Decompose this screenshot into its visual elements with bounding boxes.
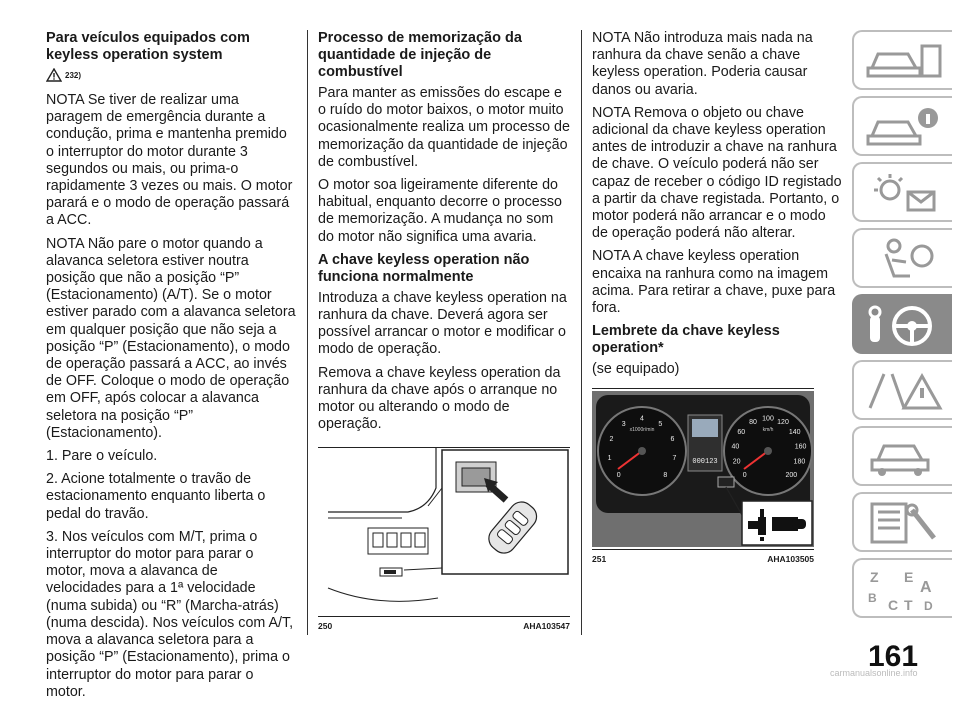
gauge-label: 20 [732,459,741,467]
column-1 [46,30,296,707]
tab-airbag-seat[interactable] [852,228,952,288]
svg-text:E: E [904,569,914,585]
gauge-label: 40 [731,443,740,451]
paragraph: NOTA Remova o objeto ou chave adicional da chave keyless operation antes de introduzir a chave na ranhura de chave. O veículo poderá não ser capaz de receber o código ID registado a partir da chave registada. Portanto, o motor poderá não arrancar e o modo de operação poderá não alterar. [592,104,842,242]
warning-lights-icon [864,170,944,216]
tab-car-i[interactable] [852,96,952,156]
gauge-label: 160 [794,443,807,451]
column-2 [318,30,570,631]
tab-car-info[interactable] [852,30,952,90]
gauge-label: 100 [762,415,774,423]
paragraph: NOTA A chave keyless operation encaixa na ranhura como na imagem acima. Para retirar a chave, puxe para fora. [592,248,836,317]
paragraph: Remova a chave keyless operation da ranhura da chave após o arranque no motor ou alterando o modo de operação. [318,364,561,433]
gauge-label: 4 [640,415,644,423]
tab-road-warning[interactable] [852,360,952,420]
svg-text:D: D [924,599,933,612]
tab-specs-list[interactable] [852,492,952,552]
figure-code: AHA103505 [767,554,814,565]
gauge-label: 120 [777,419,789,427]
section-heading-reminder: Lembrete da chave keyless operation* [592,323,780,357]
svg-text:T: T [904,597,913,612]
rpm-unit: x1000r/min [629,427,655,434]
tab-index[interactable] [852,558,952,618]
paragraph: NOTA Não introduza mais nada na ranhura da chave senão a chave keyless operation. Poderia causar danos ou avaria. [592,30,813,98]
gauge-label: 1 [607,455,612,463]
tab-warning-lights[interactable] [852,162,952,222]
tab-starting-driving[interactable] [852,294,952,354]
steering-key-icon [864,302,944,348]
svg-text:C: C [888,597,899,612]
gauge-label: 6 [670,436,675,444]
paragraph: O motor soa ligeiramente diferente do habitual, enquanto decorre o processo de memorização. A mudança no som do motor não significa uma avaria. [318,177,563,245]
gauge-label: 80 [749,419,757,427]
step-1: 1. Pare o veículo. [46,448,158,465]
figure-code: AHA103547 [523,621,570,632]
warning-triangle-icon [46,68,62,82]
section-heading-key-fault: A chave keyless operation não funciona normalmente [318,251,530,285]
gauge-label: 2 [609,436,614,444]
section-heading-injection: Processo de memorização da quantidade de injeção de combustível [318,30,522,80]
paragraph: NOTA Se tiver de realizar uma paragem de emergência durante a condução, prima e mantenha premido o interruptor do motor durante 3 segundos ou mais, ou prima-o rapidamente 3 vezes ou mais. O motor parará e o modo de operação passará a ACC. [46,92,293,229]
speed-unit: km/h [762,427,774,434]
watermark: carmanualsonline.info [830,668,918,678]
page-number: 161 [868,640,919,673]
index-letters-icon [864,566,944,612]
figure-number: 251 [592,554,607,565]
road-warning-icon [864,368,944,414]
gauge-label: 0 [742,472,747,480]
airbag-seat-icon [864,236,944,282]
warning-reference [46,68,296,82]
svg-text:B: B [868,591,877,605]
figure-251 [592,388,814,564]
gauge-label: 8 [663,472,668,480]
specs-list-icon [864,500,944,546]
step-3: 3. Nos veículos com M/T, prima o interruptor do motor para parar o motor, mova a alavanca de velocidades para a 1ª velocidade (numa subida) ou “R” (Marcha-atrás) (numa descida). Nos veículos com A/T, mova a alavanca seletora para a posição “P” (Estacionamento), prima o interruptor do motor para parar o motor. [46,528,294,700]
car-i-icon [864,104,944,150]
svg-text:A: A [920,579,932,596]
column-divider [581,30,582,635]
column-3 [592,30,842,564]
column-divider [307,30,308,635]
paragraph: Para manter as emissões do escape e o ruído do motor baixos, o motor muito ocasionalmente realiza um processo de memorização da quantidade de injeção de combustível. [318,85,570,170]
odometer: 000123 [692,458,718,467]
gauge-label: 180 [793,459,806,467]
tab-car-service[interactable] [852,426,952,486]
gauge-label: 5 [658,421,663,429]
car-info-icon [864,38,944,84]
figure-250 [318,447,570,631]
gauge-label: 200 [785,472,798,480]
figure-number: 250 [318,621,333,632]
warning-ref-number: 232) [65,70,82,80]
subheading-equipped: (se equipado) [592,361,680,378]
paragraph: NOTA Não pare o motor quando a alavanca seletora estiver noutra posição que não a posição “P” (Estacionamento) (A/T). Se o motor estiver parado com a alavanca seletora em qualquer posição que não seja a posição “P” (Estacionamento), o modo de operação passará a ACC, ao invés de OFF. Coloque o modo de operação em OFF, após colocar a alavanca seletora na posição “P” (Estacionamento). [46,235,296,441]
section-heading-keyless: Para veículos equipados com keyless operation system [46,30,250,63]
step-2: 2. Acione totalmente o travão de estacionamento enquanto liberta o pedal do travão. [46,471,266,522]
car-service-icon [864,434,944,480]
key-slot-illustration [318,448,570,616]
chapter-tabs [852,30,960,624]
figure-caption [592,554,814,564]
svg-text:Z: Z [870,569,879,585]
gauge-label: 140 [788,429,801,437]
paragraph: Introduza a chave keyless operation na ranhura da chave. Deverá agora ser possível arrancar o motor e modificar o modo de operação. [318,289,567,358]
gauge-label: 0 [616,472,621,480]
gauge-label: 3 [621,421,626,429]
gauge-label: 60 [737,429,746,437]
instrument-cluster-illustration [592,389,814,549]
figure-caption [318,621,570,631]
gauge-label: 7 [672,455,677,463]
